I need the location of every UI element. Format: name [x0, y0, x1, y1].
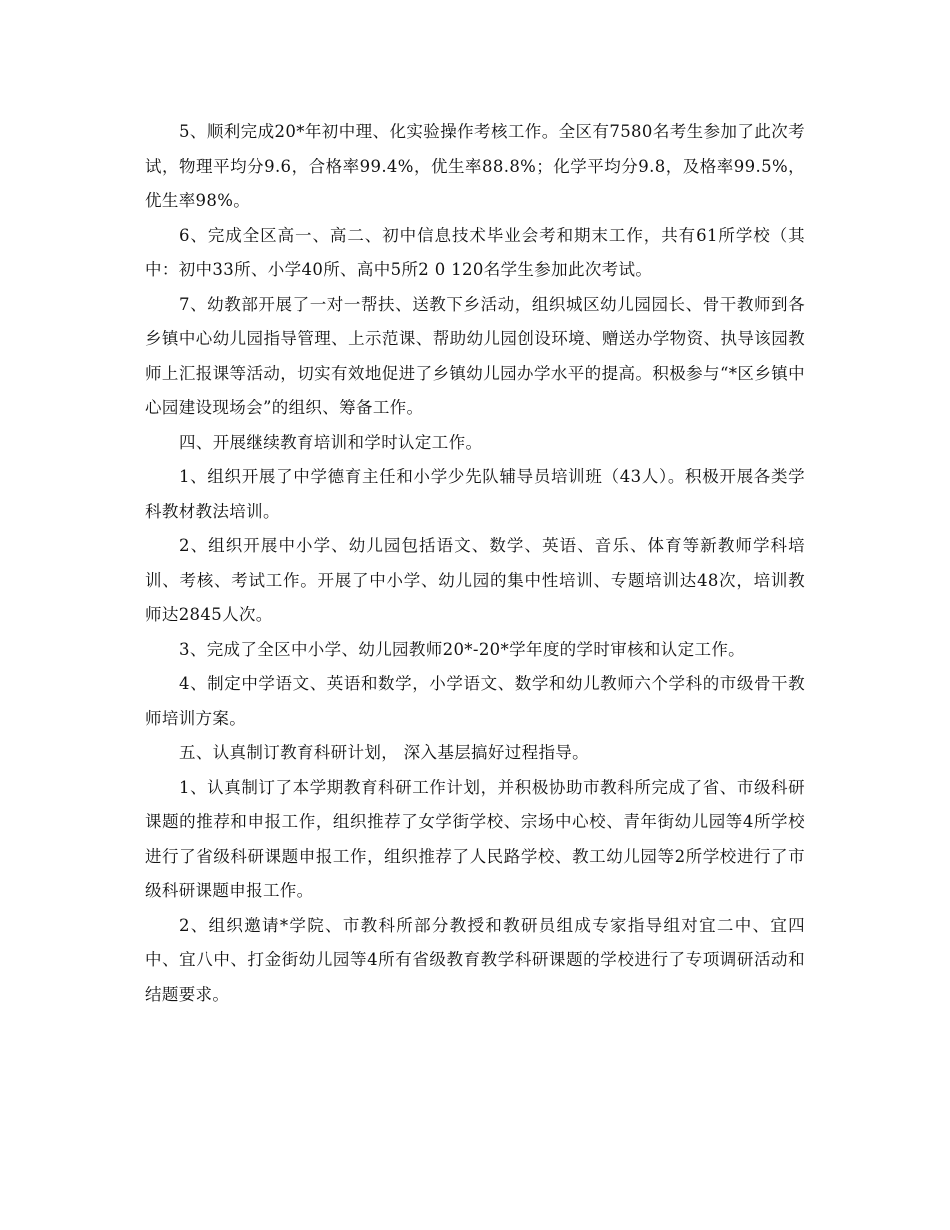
paragraph-training-2: 2、组织开展中小学、幼儿园包括语文、数学、英语、音乐、体育等新教师学科培训、考核、考试工作。开展了中小学、幼儿园的集中性培训、专题培训达48次，培训教师达2845人次。 — [145, 536, 805, 624]
paragraph-item-6-it-exam: 6、完成全区高一、高二、初中信息技术毕业会考和期末工作，共有61所学校（其中：初中33所、小学40所、高中5所2 0 120名学生参加此次考试。 — [145, 225, 805, 279]
paragraph-research-1: 1、认真制订了本学期教育科研工作计划，并积极协助市教科所完成了省、市级科研课题的推荐和申报工作，组织推荐了女学街学校、宗场中心校、青年街幼儿园等4所学校进行了省级科研课题申报工作，组织推荐了人民路学校、教工幼儿园等2所学校进行了市级科研课题申报工作。 — [145, 777, 805, 900]
paragraph-item-7-preschool: 7、幼教部开展了一对一帮扶、送教下乡活动，组织城区幼儿园园长、骨干教师到各乡镇中心幼儿园指导管理、上示范课、帮助幼儿园创设环境、赠送办学物资、执导该园教师上汇报课等活动，切实有效地促进了乡镇幼儿园办学水平的提高。积极参与“*区乡镇中心园建设现场会”的组织、筹备工作。 — [145, 294, 805, 417]
paragraph-item-5-lab-exam: 5、顺利完成20*年初中理、化实验操作考核工作。全区有7580名考生参加了此次考试，物理平均分9.6，合格率99.4%，优生率88.8%；化学平均分9.8，及格率99.5%，优生率98%。 — [145, 122, 805, 210]
paragraph-training-4: 4、制定中学语文、英语和数学，小学语文、数学和幼儿教师六个学科的市级骨干教师培训方案。 — [145, 674, 805, 728]
section-heading-5: 五、认真制订教育科研计划， 深入基层搞好过程指导。 — [179, 743, 589, 762]
paragraph-training-1: 1、组织开展了中学德育主任和小学少先队辅导员培训班（43人）。积极开展各类学科教材教法培训。 — [145, 467, 805, 521]
section-heading-4: 四、开展继续教育培训和学时认定工作。 — [179, 432, 483, 452]
paragraph-research-2: 2、组织邀请*学院、市教科所部分教授和教研员组成专家指导组对宜二中、宜四中、宜八中、打金街幼儿园等4所有省级教育教学科研课题的学校进行了专项调研活动和结题要求。 — [145, 915, 805, 1004]
paragraph-training-3: 3、完成了全区中小学、幼儿园教师20*-20*学年度的学时审核和认定工作。 — [179, 639, 746, 659]
document-body — [145, 115, 805, 1012]
